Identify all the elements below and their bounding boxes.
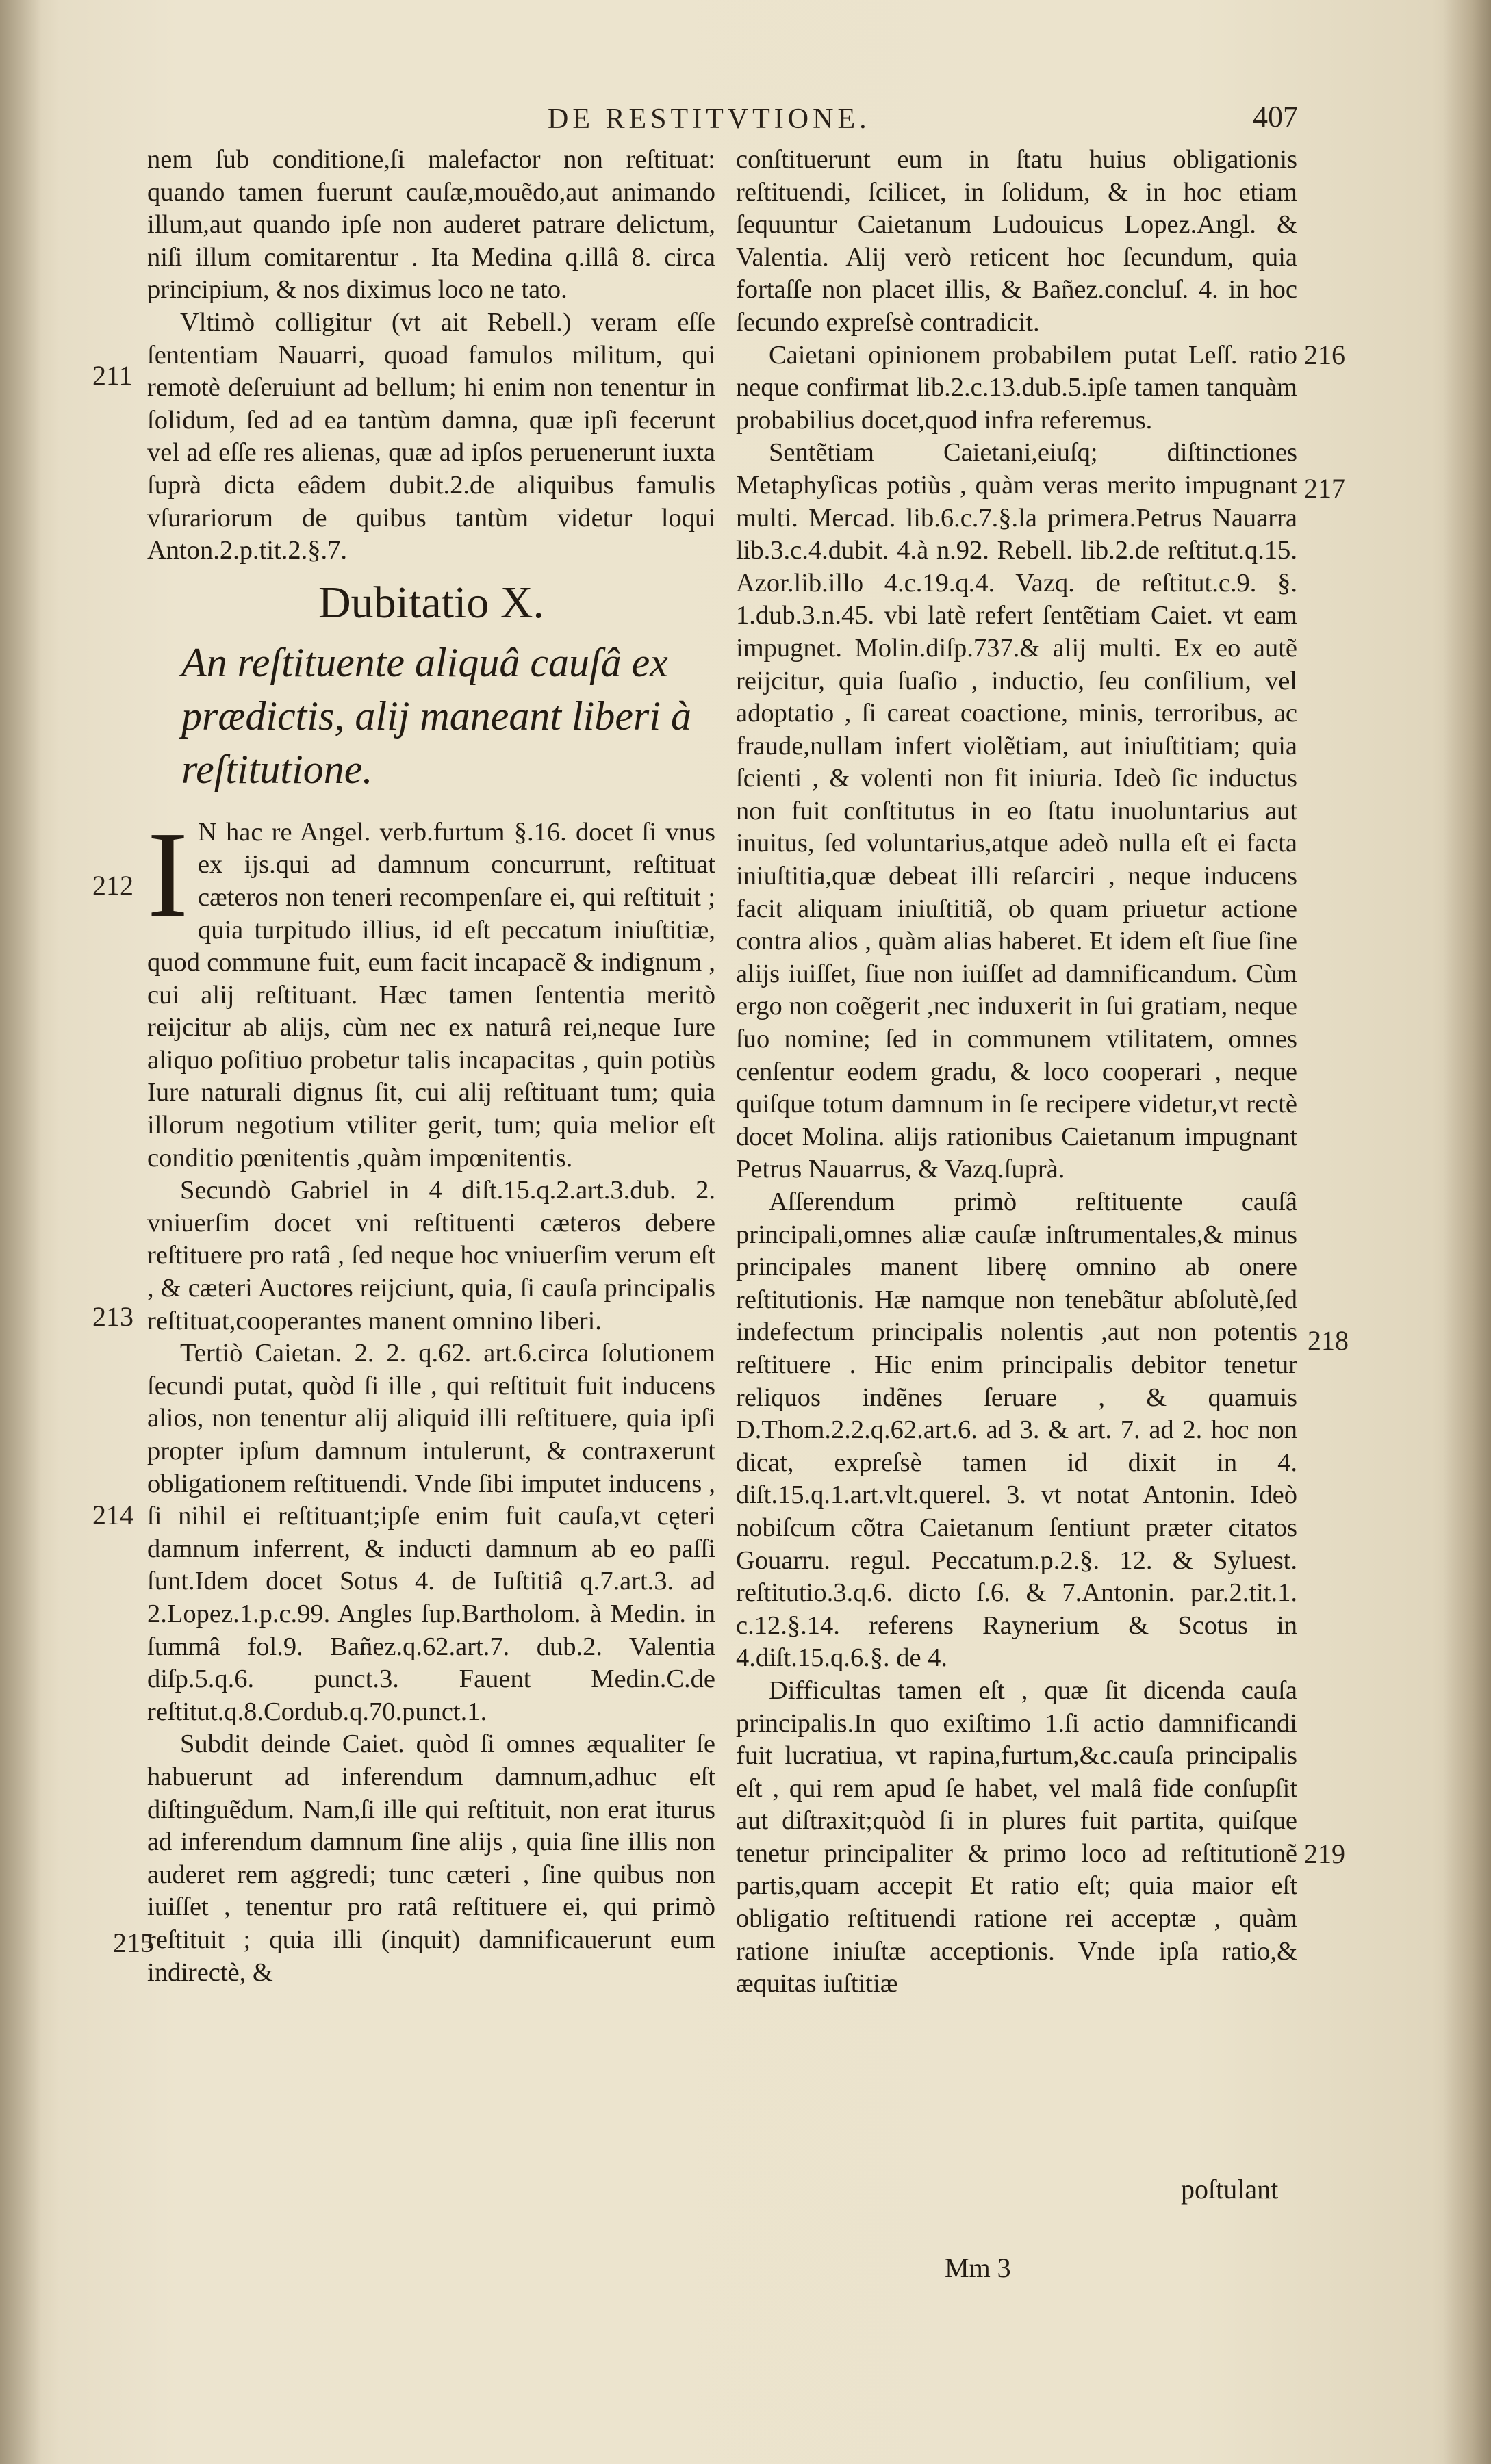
margin-number: 215 bbox=[113, 1927, 154, 1958]
left-paragraph-3-text: N hac re Angel. verb.furtum §.16. docet ſi vnus ex ijs.qui ad damnum concurrunt, reſtituat cæteros non teneri recompenſare ei, qui reſtituit ; quia turpitudo illius, id eſt peccatum iniuſtitiæ, quod commune fuit, eum facit incapacẽ & indignum , cui alij reſtituant. Hæc tamen ſententia meritò reijcitur ab alijs, cùm nec ex naturâ rei,neque Iure aliquo poſitiuo probetur talis incapacitas , quin potiùs Iure naturali dignus ſit, cui alij reſtituant tum; quia illorum negotium vtiliter gerit, tum; quia melior eſt conditio pœnitentis ,quàm impœnitentis. bbox=[147, 817, 715, 1172]
right-paragraph-4: Aſſerendum primò reſtituente cauſâ principali,omnes aliæ cauſæ inſtrumentales,& minus principales manent liberę omnino ab onere reſtitutionis. Hæ namque non tenebãtur abſolutè,ſed indefectum principalis nolentis ,aut non potentis reſtituere . Hic enim principalis debitor tenetur reliquos indẽnes ſeruare , & quamuis D.Thom.2.2.q.62.art.6. ad 3. & art. 7. ad 2. hoc non dicat, expreſsè tamen id dixit in 4. diſt.15.q.1.art.vlt.querel. 3. vt notat Antonin. Ideò nobiſcum cõtra Caietanum ſentiunt præter citatos Gouarru. regul. Peccatum.p.2.§. 12. & Syluest. reſtitutio.3.q.6. dicto ſ.6. & 7.Antonin. par.2.tit.1. c.12.§.14. referens Raynerium & Scotus in 4.diſt.15.q.6.§. de 4. bbox=[736, 1188, 1297, 1673]
catchword: poſtulant bbox=[1181, 2174, 1279, 2205]
left-paragraph-4: Secundò Gabriel in 4 diſt.15.q.2.art.3.dub. 2. vniuerſim docet vni reſtituenti cæteros debere reſtituere pro ratâ , ſed neque hoc vniuerſim verum eſt , & cæteri Auctores reijciunt, quia, ſi cauſa principalis reſtituat,cooperantes manent omnino liberi. bbox=[147, 1176, 715, 1335]
page-number: 407 bbox=[1253, 100, 1298, 133]
margin-number: 217 bbox=[1304, 473, 1345, 504]
left-column bbox=[147, 144, 715, 1989]
signature-mark: Mm 3 bbox=[945, 2253, 1011, 2283]
gutter-shadow bbox=[0, 0, 41, 2464]
left-paragraph-2: Vltimò colligitur (vt ait Rebell.) veram eſſe ſententiam Nauarri, quoad famulos militum, qui remotè deſeruiunt ad bellum; hi enim non tenentur in ſolidum, ſed ad ea tantùm damna, quæ ipſi fecerunt vel ad eſſe res alienas, quæ ad ipſos peruenerunt iuxta ſuprà dicta eâdem dubit.2.de aliquibus famulis vſurariorum de quibus tantùm videtur loqui Anton.2.p.tit.2.§.7. bbox=[147, 307, 715, 565]
right-column bbox=[736, 144, 1297, 2001]
running-head: DE RESTITVTIONE. bbox=[548, 103, 871, 135]
margin-number: 212 bbox=[92, 870, 133, 901]
left-paragraph-6: Subdit deinde Caiet. quòd ſi omnes æqualiter ſe habuerunt ad inferendum damnum,adhuc eſt diſtinguẽdum. Nam,ſi ille qui reſtituit, non erat iturus ad inferendum damnum ſine alijs , quia ſine illis non auderet rem aggredi; tunc cæteri , ſine quibus non iuiſſet , tenentur pro ratâ reſtituere ei, qui primò reſtituit ; quia illi (inquit) damnificauerunt eum indirectè, & bbox=[147, 1730, 715, 1987]
drop-capital: I bbox=[147, 806, 188, 942]
right-paragraph-1: conſtituerunt eum in ſtatu huius obligationis reſtituendi, ſcilicet, in ſolidum, & in hoc etiam ſequuntur Caietanum Ludouicus Lopez.Angl. & Valentia. Alij verò reticent hoc ſecundum, quia fortaſſe non placet illis, & Bañez.concluſ. 4. in hoc ſecundo expreſsè contradicit. bbox=[736, 145, 1297, 337]
right-paragraph-2: Caietani opinionem probabilem putat Leſſ. ratio neque confirmat lib.2.c.13.dub.5.ipſe tamen tanquàm probabilius docet,quod infra referemus. bbox=[736, 340, 1297, 435]
margin-number: 218 bbox=[1308, 1325, 1349, 1356]
left-paragraph-5: Tertiò Caietan. 2. 2. q.62. art.6.circa ſolutionem ſecundi putat, quòd ſi ille , qui reſtituit fuit inducens alios, non tenentur alij aliquid illi reſtituere, quia ipſi propter ipſum damnum intulerunt, & contraxerunt obligationem reſtituendi. Vnde ſibi imputet inducens , ſi nihil ei reſtituant;ipſe enim fuit cauſa,vt cęteri damnum inferrent, & inducti damnum ab eo paſſi ſunt.Idem docet Sotus 4. de Iuſtitiâ q.7.art.3. ad 2.Lopez.1.p.c.99. Angles ſup.Bartholom. à Medin. in ſummâ fol.9. Bañez.q.62.art.7. dub.2. Valentia diſp.5.q.6. punct.3. Fauent Medin.C.de reſtitut.q.8.Cordub.q.70.punct.1. bbox=[147, 1339, 715, 1726]
margin-number: 219 bbox=[1304, 1838, 1345, 1869]
left-paragraph-3 bbox=[147, 806, 715, 1175]
section-heading: Dubitatio X. bbox=[318, 577, 544, 628]
right-paragraph-5: Difficultas tamen eſt , quæ ſit dicenda cauſa principalis.In quo exiſtimo 1.ſi actio damnificandi fuit lucratiua, vt rapina,furtum,&c.cauſa principalis eſt , qui rem apud ſe habet, vel malâ fide conſupſit aut diſtraxit;quòd ſi in plures fuit partita, quiſque tenetur principaliter & primo loco ad reſtitutionẽ partis,quam accepit Et ratio eſt; quia maior eſt obligatio reſtituendi ratione rei acceptæ , quàm ratione iniuſtæ acceptionis. Vnde ipſa ratio,& æquitas iuſtitiæ bbox=[736, 1676, 1297, 1999]
margin-number: 211 bbox=[92, 360, 133, 391]
margin-number: 216 bbox=[1304, 339, 1345, 370]
left-paragraph-1: nem ſub conditione,ſi malefactor non reſtituat: quando tamen fuerunt cauſæ,mouẽdo,aut animando illum,aut quando ipſe non auderet patrare delictum, niſi illum comitarentur . Ita Medina q.illâ 8. circa principium, & nos diximus loco ne tato. bbox=[147, 145, 715, 305]
right-paragraph-3: Sentẽtiam Caietani,eiuſq; diſtinctiones Metaphyſicas potiùs , quàm veras merito impugnant multi. Mercad. lib.6.c.7.§.la primera.Petrus Nauarra lib.3.c.4.dubit. 4.à n.92. Rebell. lib.2.de reſtitut.q.15. Azor.lib.illo 4.c.19.q.4. Vazq. de reſtitut.c.9. §. 1.dub.3.n.45. vbi latè refert ſentẽtiam Caiet. vt eam impugnet. Molin.diſp.737.& alij multi. Ex eo autẽ reijcitur, quia ſuaſio , inductio, ſeu conſilium, vel adoptatio , ſi careat coactione, minis, terroribus, ac fraude,nullam infert violẽtiam, aut iniuſtitiam; quia ſcienti , & volenti non fit iniuria. Ideò ſic inductus non fuit conſtitutus in eo ſtatu inuoluntarius aut inuitus, ſed voluntarius,atque adeò nulla eſt ei facta iniuſtitia,quæ debeat illi reſarciri , neque inducens facit aliquam iniuſtitiã, ob quam priuetur actione contra alios , quàm alias haberet. Et idem eſt ſiue ſine alijs iuiſſet, ſiue non iuiſſet ad damnificandum. Cùm ergo non coẽgerit ,nec induxerit in ſui gratiam, neque ſuo nomine; ſed in communem vtilitatem, omnes cenſentur eodem gradu, & loco cooperari , neque quiſque totum damnum in ſe recipere videtur,vt rectè docet Molina. alijs rationibus Caietanum impugnant Petrus Nauarrus, & Vazq.ſuprà. bbox=[736, 438, 1297, 1184]
section-subheading: An reſtituente aliquâ cauſâ ex prædictis, alij maneant liberi à reſtitutione. bbox=[181, 639, 691, 792]
margin-number: 213 bbox=[92, 1301, 133, 1332]
margin-number: 214 bbox=[92, 1500, 133, 1530]
page-edge bbox=[1443, 0, 1491, 2464]
